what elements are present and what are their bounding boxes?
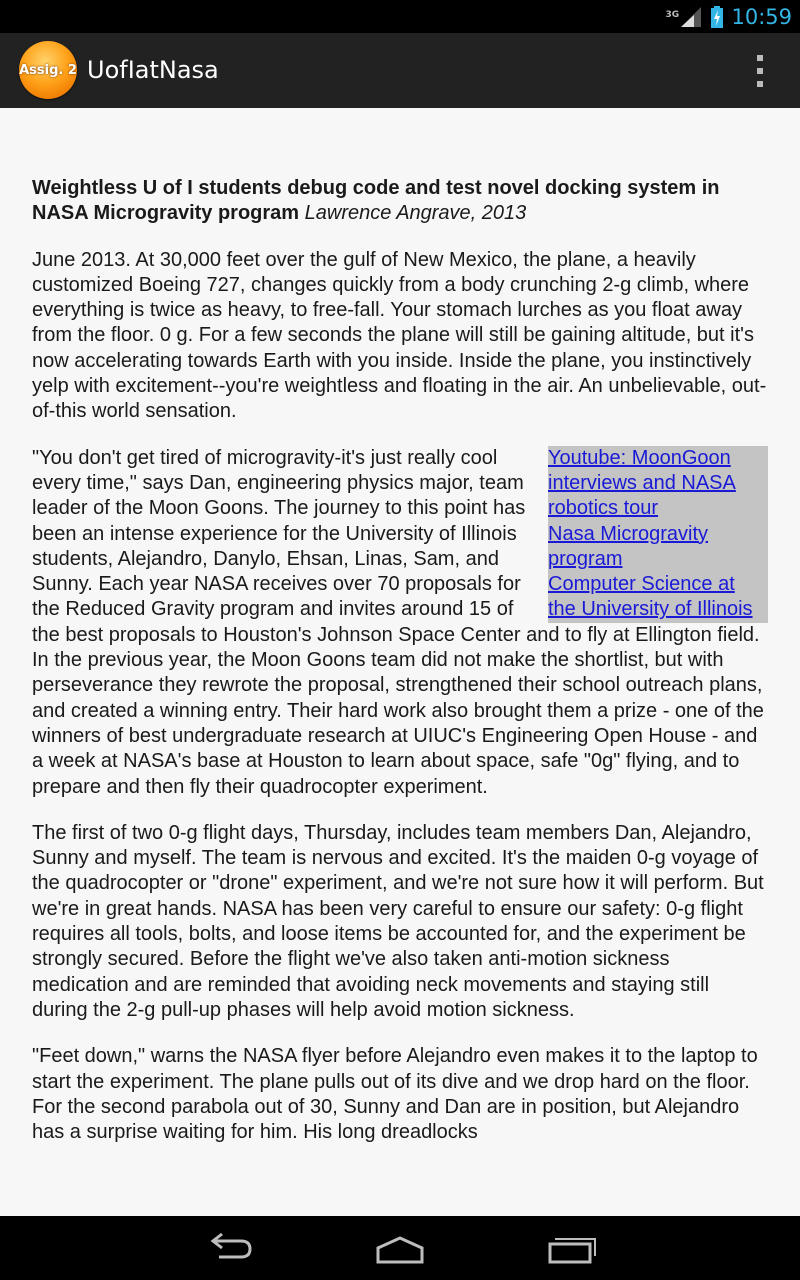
action-bar: [0, 33, 800, 108]
battery-charging-icon: [711, 6, 723, 28]
app-icon-label: Assig. 2: [19, 62, 77, 78]
paragraph-1: June 2013. At 30,000 feet over the gulf of New Mexico, the plane, a heavily customized Boeing 727, changes quickly from a body crunching 2-g climb, where everything is twice as heavy, to free-fall. Your stomach lurches as you float away from the floor. 0 g. For a few seconds the plane will still be gaining altitude, but it's now accelerating towards Earth with you inside. Inside the plane, you instinctively yelp with excitement--you're weightless and floating in the air. An unbelievable, out-of-this world sensation.: [32, 248, 767, 423]
paragraph-4: "Feet down," warns the NASA flyer before Alejandro even makes it to the laptop to start the experiment. The plane pulls out of its dive and we drop hard on the floor. For the second parabola out of 30, Sunny and Dan are in position, but Alejandro has a surprise waiting for him. His long dreadlocks: [32, 1045, 758, 1144]
links-sidebar: [548, 446, 768, 623]
link-cs-illinois[interactable]: Computer Science at the University of Illinois: [548, 573, 753, 621]
back-icon[interactable]: [205, 1230, 255, 1266]
clock: 10:59: [731, 4, 792, 29]
home-icon[interactable]: [375, 1230, 425, 1266]
overflow-menu-icon[interactable]: [750, 55, 770, 87]
link-youtube-moongoon[interactable]: Youtube: MoonGoon interviews and NASA robotics tour: [548, 446, 736, 520]
signal-icon: [665, 6, 703, 28]
link-nasa-microgravity[interactable]: Nasa Microgravity program: [548, 522, 709, 570]
paragraph-3: The first of two 0-g flight days, Thursday, includes team members Dan, Alejandro, Sunny and myself. The team is nervous and excited. It's the maiden 0-g voyage of the quadrocopter or "drone" experiment, and we're not sure how it will perform. But we're in great hands. NASA has been very careful to ensure our safety: 0-g flight requires all tools, bolts, and loose items be accounted for, and the experiment be strongly secured. Before the flight we've also taken anti-motion sickness medication and are reminded that avoiding neck movements and staying still during the 2-g pull-up phases will help avoid motion sickness.: [32, 821, 764, 1021]
network-type: 3G: [665, 9, 680, 20]
status-bar: [0, 0, 800, 33]
article-heading: [32, 176, 768, 227]
article: [32, 176, 768, 1166]
app-icon[interactable]: [19, 41, 77, 99]
recent-apps-icon[interactable]: [547, 1230, 597, 1266]
paragraph-2: "You don't get tired of microgravity-it's just really cool every time," says Dan, engineering physics major, team leader of the Moon Goons. The journey to this point has been an intense experience for the University of Illinois students, Alejandro, Danylo, Ehsan, Linas, Sam, and Sunny. Each year NASA receives over 70 proposals for the Reduced Gravity program and invites around 15 of the best proposals to Houston's Johnson Space Center and to fly at Ellington field. In the previous year, the Moon Goons team did not make the shortlist, but with perseverance they rewrote the proposal, strengthened their school outreach plans, and created a winning entry. Their hard work also brought them a prize - one of the winners of best undergraduate research at UIUC's Engineering Open House - and a week at NASA's base at Houston to learn about space, safe "0g" flying, and to prepare and then fly their quadrocopter experiment.: [32, 446, 764, 798]
byline: Lawrence Angrave, 2013: [304, 202, 527, 225]
webview-content[interactable]: [0, 108, 800, 1216]
navigation-bar: [0, 1216, 800, 1280]
headline: Weightless U of I students debug code and test novel docking system in NASA Microgravity program: [32, 177, 720, 225]
app-title: UofIatNasa: [87, 56, 219, 84]
